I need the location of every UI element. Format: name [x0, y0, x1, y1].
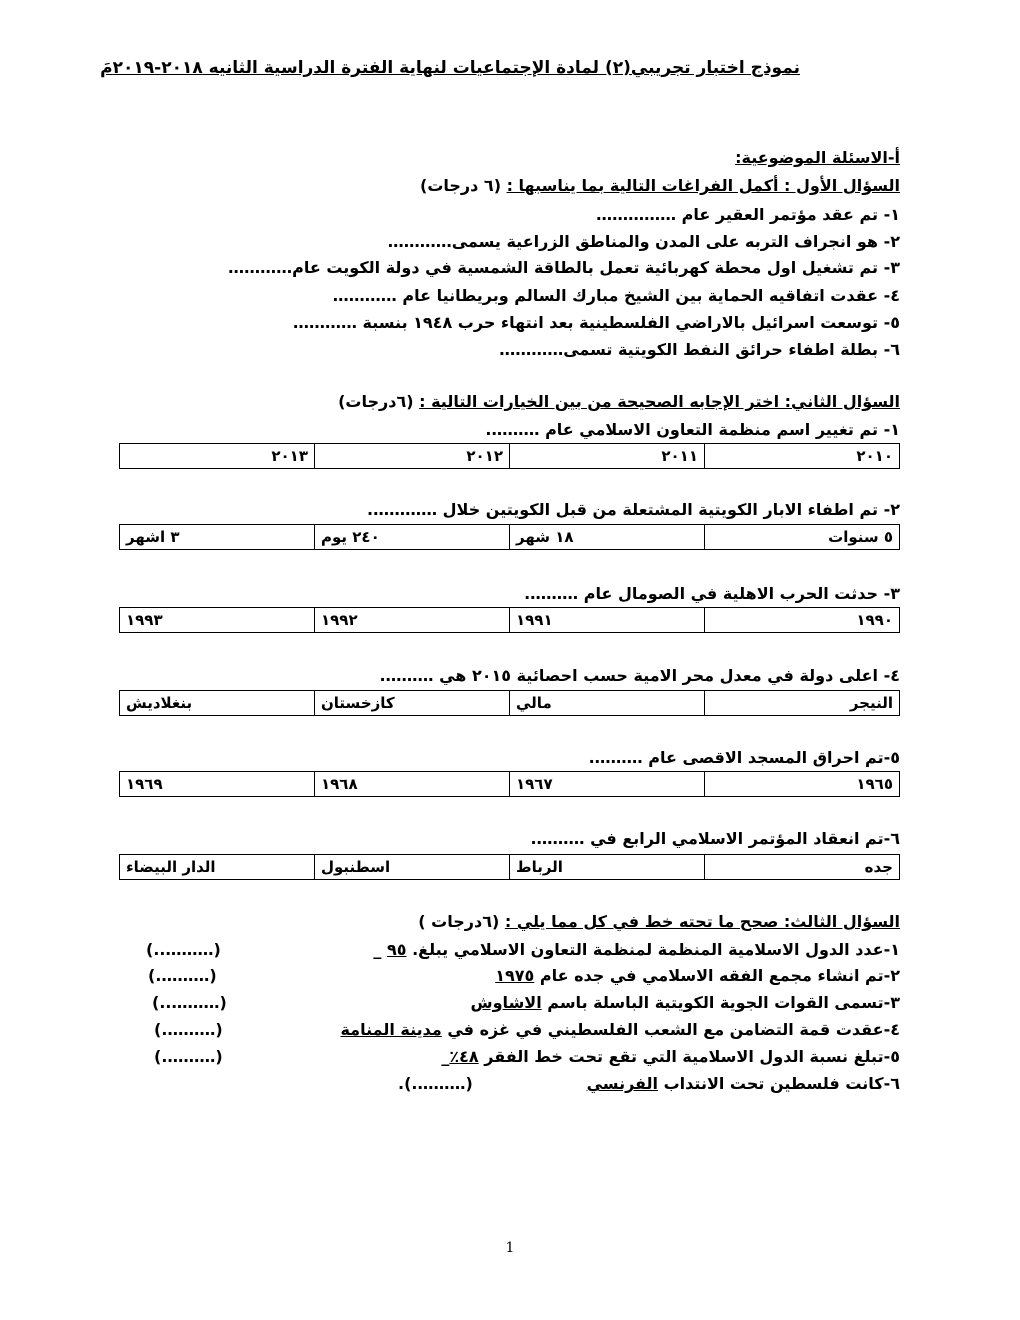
q1-item: ٥- توسعت اسرائيل بالاراضي الفلسطينية بعد انتهاء حرب ١٩٤٨ بنسبة ………… [292, 313, 900, 332]
q3-item-text: ١-عدد الدول الاسلامية المنظمة لمنظمة التعاون الاسلامي يبلغ. [406, 940, 900, 959]
q3-item [441, 1047, 900, 1066]
q3-item-text: ٤-عقدت قمة التضامن مع الشعب الفلسطيني في غزه في [441, 1020, 900, 1039]
q1-item: ٦- بطلة اطفاء حرائق النفط الكويتية تسمى………… [499, 340, 900, 359]
q2-label: السؤال الثاني: اختر الإجابه الصحيحة من بين الخيارات التالية : [419, 392, 900, 411]
option-cell: ١٨ شهر [510, 525, 705, 550]
option-cell: النيجر [705, 691, 900, 716]
page-title: نموذج اختبار تجريبي(٢) لمادة الإجتماعيات لنهاية الفترة الدراسية الثانيه ٢٠١٨-٢٠١٩مَ [100, 58, 800, 78]
option-cell: ١٩٩٣ [120, 608, 315, 633]
q2-options-table [119, 854, 900, 880]
q3-underlined: ٩٥ [386, 940, 407, 959]
q2-options-table [119, 690, 900, 716]
answer-blank: (……….) [154, 1020, 223, 1039]
option-cell: ٣ اشهر [120, 525, 315, 550]
option-cell: ٢٠١٠ [705, 444, 900, 469]
option-cell: اسطنبول [315, 855, 510, 880]
option-cell: مالي [510, 691, 705, 716]
option-cell: ١٩٦٧ [510, 772, 705, 797]
q2-options-table [119, 443, 900, 469]
option-cell: ٢٠١١ [510, 444, 705, 469]
answer-blank: (………..) [146, 940, 221, 959]
option-cell: جده [705, 855, 900, 880]
option-cell: بنغلاديش [120, 691, 315, 716]
q3-item-text: ٢-تم انشاء مجمع الفقه الاسلامي في جده عام [534, 966, 900, 985]
option-cell: ١٩٦٩ [120, 772, 315, 797]
answer-blank: (……….). [398, 1074, 473, 1093]
q2-question: ٦-تم انعقاد المؤتمر الاسلامي الرابع في ………. [530, 829, 900, 848]
q2-question: ٣- حدثت الحرب الاهلية في الصومال عام ………. [524, 584, 900, 603]
option-cell: ١٩٦٨ [315, 772, 510, 797]
q2-question: ٥-تم احراق المسجد الاقصى عام ………. [588, 748, 900, 767]
answer-blank: (……….) [148, 966, 217, 985]
q3-underlined: الاشاوش [470, 993, 542, 1012]
option-cell: ٢٠١٣ [120, 444, 315, 469]
q3-item-tail: _ [441, 1047, 450, 1066]
option-cell: الدار البيضاء [120, 855, 315, 880]
q3-item [373, 940, 900, 959]
q3-item-text: ٣-تسمى القوات الجوية الكويتية الباسلة باسم [541, 993, 900, 1012]
q2-options-table [119, 524, 900, 550]
option-cell: الرباط [510, 855, 705, 880]
q3-underlined: الفرنسي [586, 1074, 659, 1093]
option-cell: ١٩٦٥ [705, 772, 900, 797]
q3-item-text: ٦-كانت فلسطين تحت الانتداب [658, 1074, 900, 1093]
q1-item: ٢- هو انجراف التربه على المدن والمناطق الزراعية يسمى………… [387, 232, 900, 251]
q1-marks: (٦ درجات) [420, 176, 501, 195]
option-cell: ١٩٩٠ [705, 608, 900, 633]
q2-question: ١- تم تغيير اسم منظمة التعاون الاسلامي عام ………. [485, 420, 900, 439]
q3-item-text: ٥-تبلغ نسبة الدول الاسلامية التي تقع تحت خط الفقر [478, 1047, 900, 1066]
section-heading: أ-الاسئلة الموضوعية: [735, 148, 900, 167]
option-cell: ١٩٩١ [510, 608, 705, 633]
q1-heading [420, 176, 900, 195]
q3-label: السؤال الثالث: صحح ما تحته خط في كل مما يلي : [504, 912, 900, 931]
q2-options-table [119, 607, 900, 633]
q1-item: ٤- عقدت اتفاقيه الحماية بين الشيخ مبارك السالم وبريطانيا عام ………… [332, 286, 900, 305]
q3-heading [418, 912, 900, 931]
q1-label: السؤال الأول : أكمل الفراغات التالية بما يناسبها : [506, 176, 900, 195]
q1-item: ٣- تم تشغيل اول محطة كهربائية تعمل بالطاقة الشمسية في دولة الكويت عام………… [228, 258, 900, 277]
q2-options-table [119, 771, 900, 797]
option-cell: ٥ سنوات [705, 525, 900, 550]
q3-item [471, 993, 900, 1012]
q3-marks: (٦درجات ) [418, 912, 500, 931]
q3-underlined: ٤٨٪ [449, 1047, 479, 1066]
q3-item [587, 1074, 900, 1093]
q3-item [340, 1020, 900, 1039]
q1-item: ١- تم عقد مؤتمر العقير عام …………… [596, 205, 900, 224]
q2-question: ٤- اعلى دولة في معدل محر الامية حسب احصائية ٢٠١٥ هي ………. [379, 666, 900, 685]
option-cell: ٢٠١٢ [315, 444, 510, 469]
answer-blank: (……….) [154, 1047, 223, 1066]
option-cell: ٢٤٠ يوم [315, 525, 510, 550]
q3-underlined: ١٩٧٥ [495, 966, 535, 985]
option-cell: كازخستان [315, 691, 510, 716]
answer-blank: (………..) [152, 993, 227, 1012]
page-number: 1 [505, 1240, 515, 1256]
q3-underlined: مدينة المنامة [340, 1020, 442, 1039]
q2-marks: (٦درجات) [338, 392, 414, 411]
option-cell: ١٩٩٢ [315, 608, 510, 633]
q3-item-tail: _ [373, 940, 387, 959]
q2-heading [338, 392, 900, 411]
q2-question: ٢- تم اطفاء الابار الكويتية المشتعلة من قبل الكويتين خلال …………. [367, 500, 900, 519]
q3-item [495, 966, 900, 985]
